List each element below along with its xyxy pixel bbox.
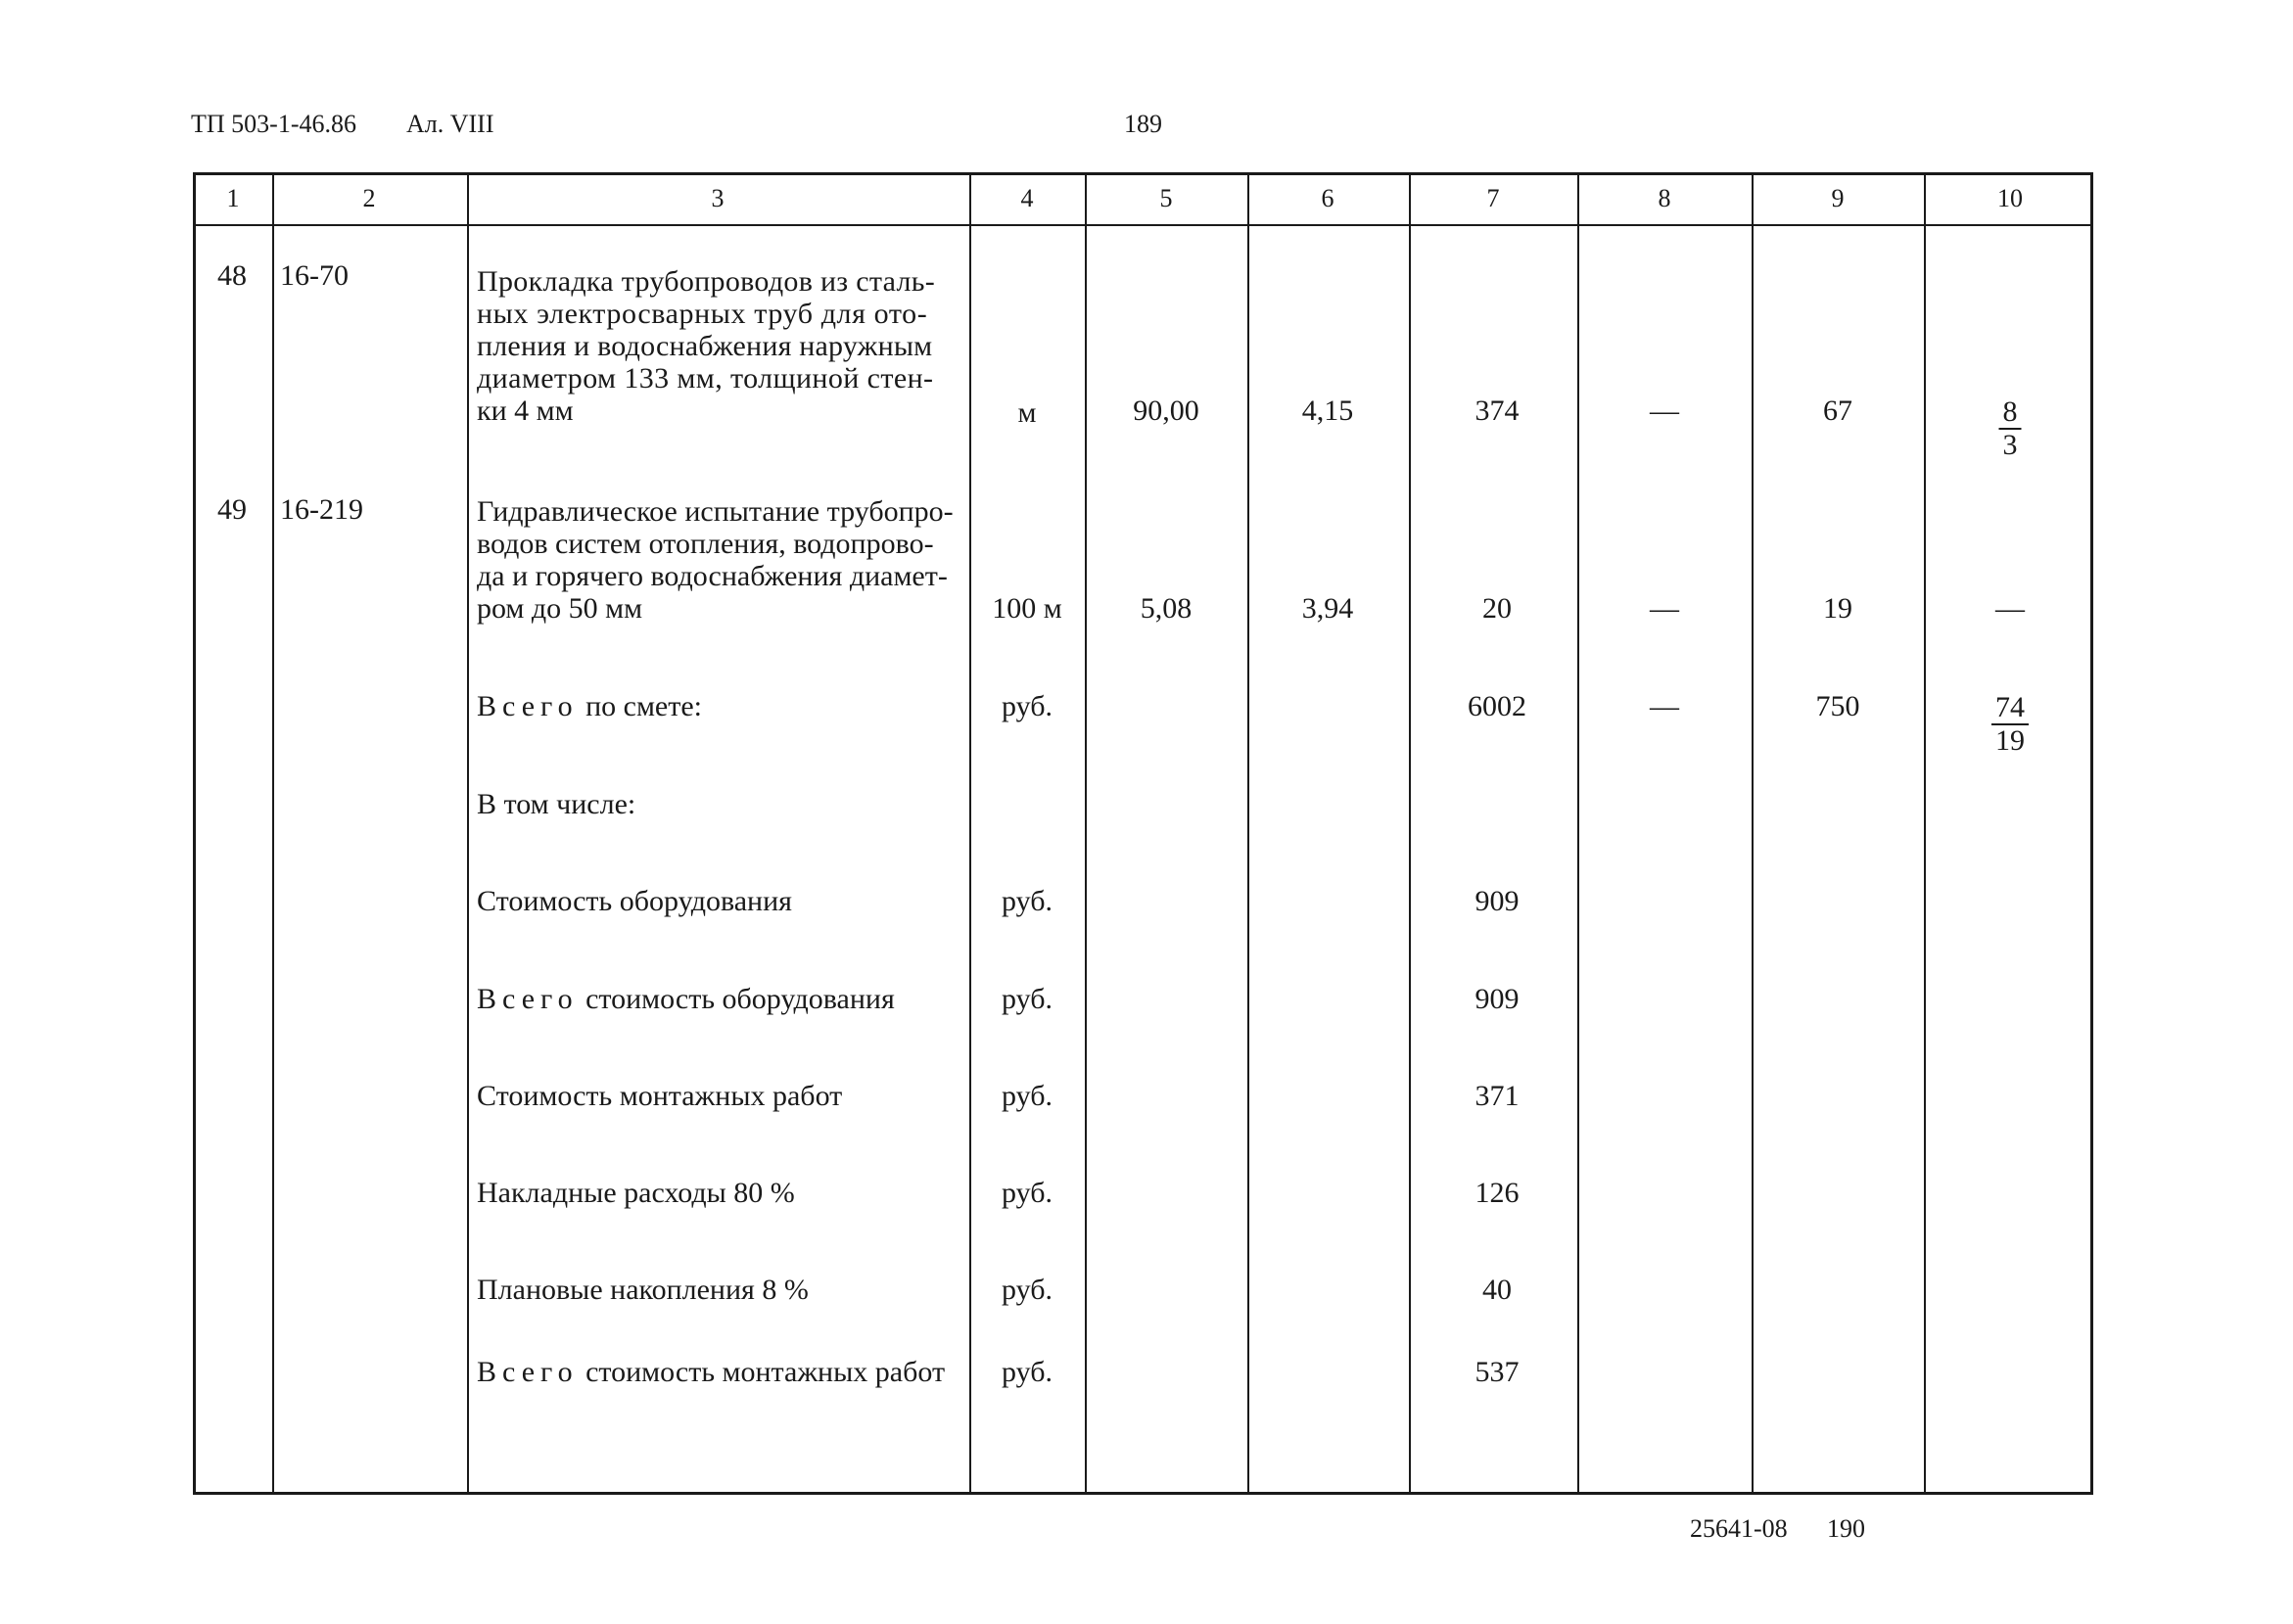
estimate-table xyxy=(193,172,2093,1495)
column-number-8: 8 xyxy=(1658,184,1671,212)
total-col8: — xyxy=(1650,690,1679,722)
equipment-total-unit: руб. xyxy=(1002,983,1053,1015)
row-49-col9: 19 xyxy=(1823,592,1852,625)
total-unit: руб. xyxy=(1002,690,1053,722)
installation-total-unit: руб. xyxy=(1002,1356,1053,1388)
total-amount: 6002 xyxy=(1468,690,1526,722)
installation-total-label: Всего стоимость монтажных работ xyxy=(477,1356,946,1388)
row-49-unit: 100 м xyxy=(992,592,1062,625)
planned-savings-label: Плановые накопления 8 % xyxy=(477,1274,809,1306)
equipment-cost-label: Стоимость оборудования xyxy=(477,885,792,917)
row-49-number: 49 xyxy=(217,493,247,526)
column-divider xyxy=(272,175,274,1492)
row-49-code: 16-219 xyxy=(280,493,363,526)
equipment-cost-amount: 909 xyxy=(1474,885,1520,917)
column-number-4: 4 xyxy=(1020,184,1034,212)
installation-cost-unit: руб. xyxy=(1002,1080,1053,1112)
row-49-unit-price: 3,94 xyxy=(1301,592,1354,625)
column-number-1: 1 xyxy=(226,184,240,212)
column-divider xyxy=(1924,175,1926,1492)
document-code: ТП 503-1-46.86 xyxy=(191,110,356,138)
row-48-code: 16-70 xyxy=(280,259,349,292)
header-row-divider xyxy=(196,224,2090,226)
row-49-col10: — xyxy=(1995,592,2025,625)
row-48-description: Прокладка трубопроводов из сталь- ных электросварных труб для ото- пления и водоснабжения наружным диаметром 133 мм, толщиной стен- ки 4 мм xyxy=(477,265,936,427)
overhead-label: Накладные расходы 80 % xyxy=(477,1177,795,1209)
installation-cost-amount: 371 xyxy=(1474,1080,1520,1112)
column-number-5: 5 xyxy=(1159,184,1173,212)
row-49-col8: — xyxy=(1650,592,1679,625)
total-col9: 750 xyxy=(1815,690,1860,722)
column-number-9: 9 xyxy=(1831,184,1845,212)
overhead-amount: 126 xyxy=(1474,1177,1520,1209)
column-divider xyxy=(1752,175,1754,1492)
total-col10-fraction: $\frac{74}{19}$ xyxy=(1991,692,2029,757)
planned-savings-unit: руб. xyxy=(1002,1274,1053,1306)
column-divider xyxy=(1247,175,1249,1492)
row-49-description: Гидравлическое испытание трубопро- водов систем отопления, водопрово- да и горячего водоснабжения диамет- ром до 50 мм xyxy=(477,495,954,625)
column-divider xyxy=(969,175,971,1492)
page-number: 189 xyxy=(1124,110,1162,138)
row-49-quantity: 5,08 xyxy=(1140,592,1193,625)
installation-cost-label: Стоимость монтажных работ xyxy=(477,1080,843,1112)
equipment-total-label: Всего стоимость оборудования xyxy=(477,983,895,1015)
column-divider xyxy=(467,175,469,1492)
column-number-2: 2 xyxy=(362,184,376,212)
row-48-unit-price: 4,15 xyxy=(1301,394,1354,427)
installation-total-amount: 537 xyxy=(1474,1356,1520,1388)
column-divider xyxy=(1577,175,1579,1492)
total-label: Всего по смете: xyxy=(477,690,703,722)
column-number-3: 3 xyxy=(711,184,725,212)
column-divider xyxy=(1085,175,1087,1492)
equipment-total-amount: 909 xyxy=(1474,983,1520,1015)
column-number-7: 7 xyxy=(1486,184,1500,212)
overhead-unit: руб. xyxy=(1002,1177,1053,1209)
row-48-col9: 67 xyxy=(1823,394,1852,427)
row-49-total: 20 xyxy=(1482,592,1512,625)
including-label: В том числе: xyxy=(477,788,636,820)
album-label: Ал. VIII xyxy=(406,110,494,138)
next-page-number: 190 xyxy=(1827,1514,1865,1543)
row-48-col10-fraction: $\frac{8}{3}$ xyxy=(1999,396,2022,461)
row-48-quantity: 90,00 xyxy=(1133,394,1199,427)
row-48-unit: м xyxy=(1017,396,1037,429)
planned-savings-amount: 40 xyxy=(1482,1274,1512,1306)
column-number-10: 10 xyxy=(1997,184,2023,212)
column-number-6: 6 xyxy=(1321,184,1334,212)
sheet-code: 25641-08 xyxy=(1690,1514,1788,1543)
row-48-col8: — xyxy=(1650,394,1679,427)
row-48-total: 374 xyxy=(1474,394,1520,427)
column-divider xyxy=(1409,175,1411,1492)
equipment-cost-unit: руб. xyxy=(1002,885,1053,917)
row-48-number: 48 xyxy=(217,259,247,292)
